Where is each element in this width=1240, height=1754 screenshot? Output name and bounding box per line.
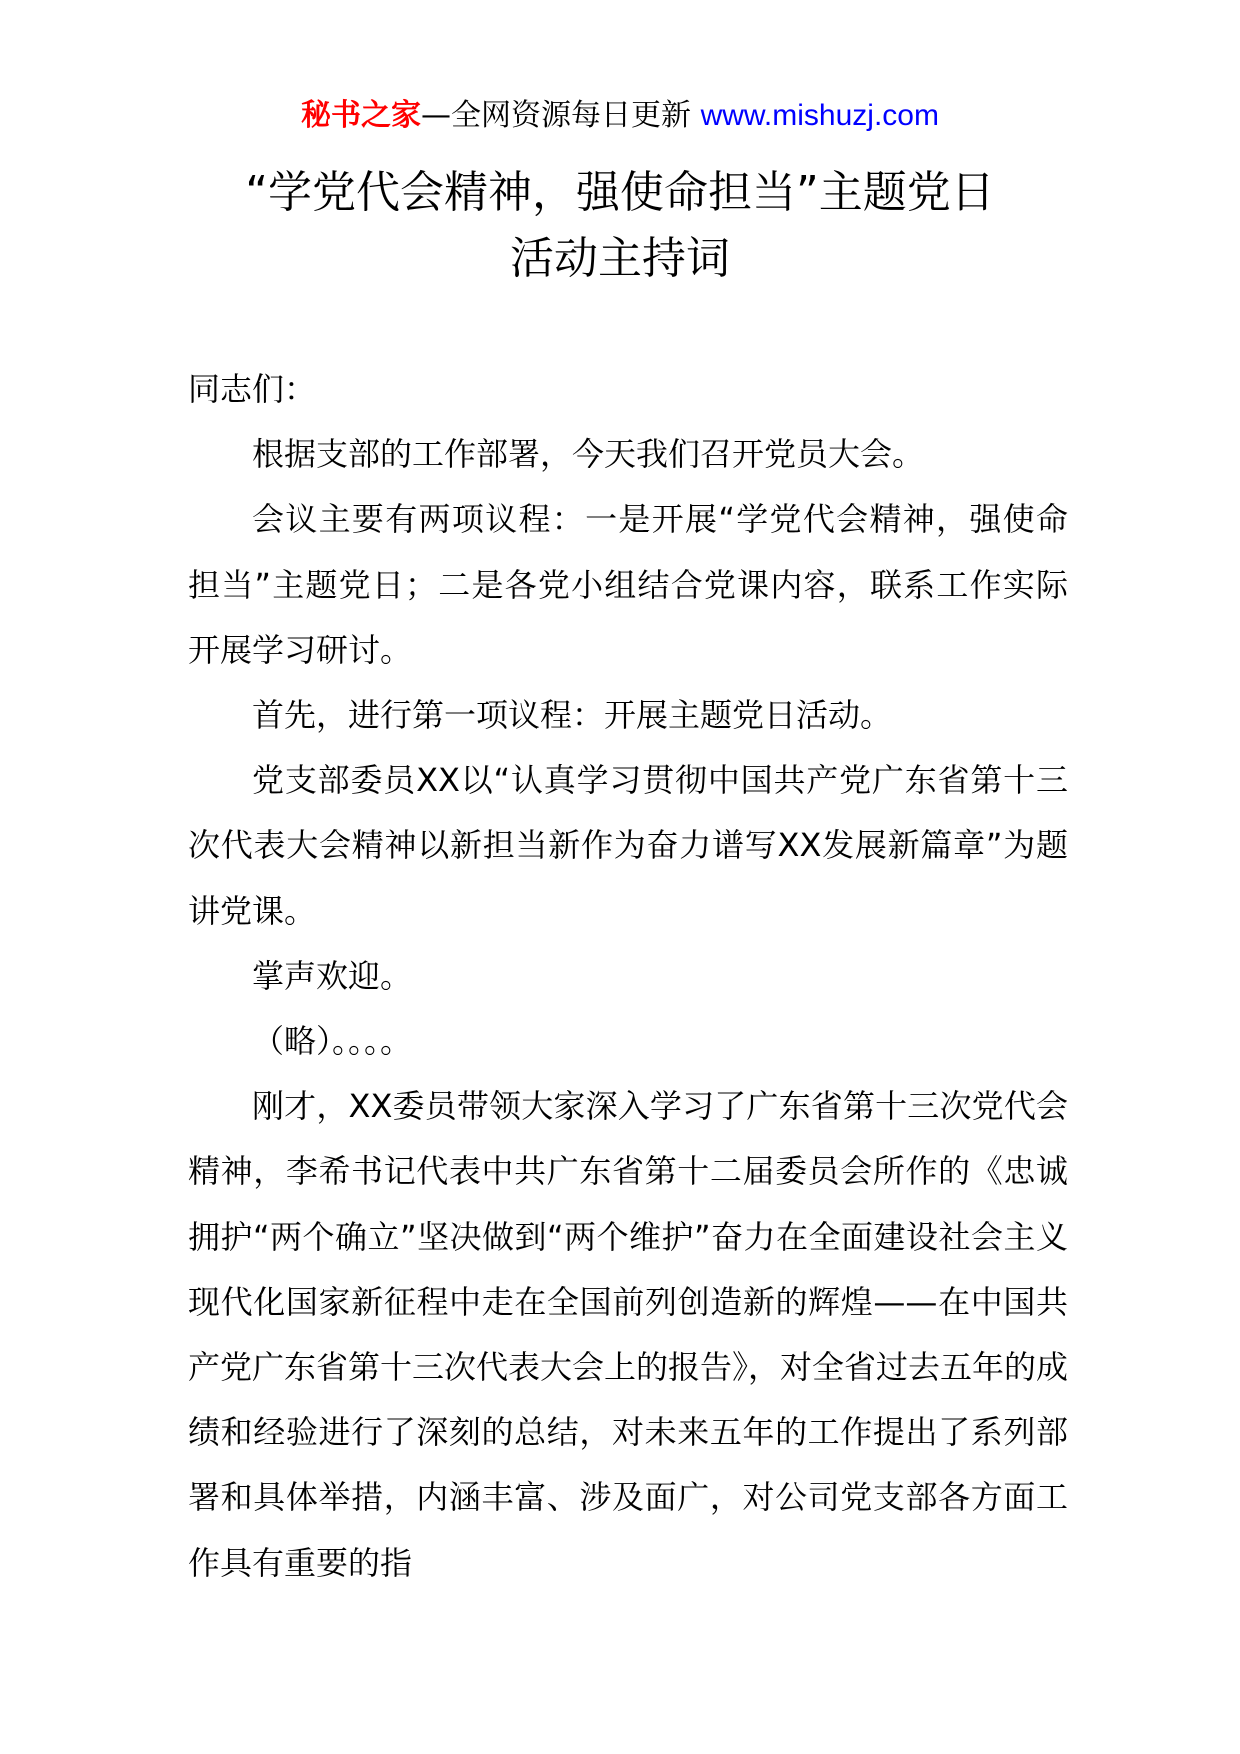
document-title (180, 160, 1060, 292)
paragraph-2: 会议主要有两项议程：一是开展“学党代会精神，强使命担当”主题党日；二是各党小组结合党课内容，联系工作实际开展学习研讨。 (188, 500, 1068, 669)
paragraph-5: 掌声欢迎。 (252, 956, 413, 995)
paragraph-6: （略）。。。。 (252, 1022, 413, 1061)
site-url-link[interactable]: www.mishuzj.com (700, 99, 939, 132)
title-line-1: “学党代会精神，强使命担当”主题党日 (245, 167, 995, 218)
salutation: 同志们： (188, 370, 317, 408)
title-line-2: 活动主持词 (510, 233, 730, 284)
paragraph-4: 党支部委员XX以“认真学习贯彻中国共产党广东省第十三次代表大会精神以新担当新作为奋力谱写XX发展新篇章”为题讲党课。 (188, 761, 1068, 930)
document-body (188, 357, 1068, 1596)
brand-name: 秘书之家 (301, 98, 422, 133)
paragraph-1: 根据支部的工作部署，今天我们召开党员大会。 (252, 435, 925, 474)
paragraph-3: 首先，进行第一项议程：开展主题党日活动。 (252, 696, 893, 735)
paragraph-7: 刚才，XX委员带领大家深入学习了广东省第十三次党代会精神，李希书记代表中共广东省第十二届委员会所作的《忠诚拥护“两个确立”坚决做到“两个维护”奋力在全面建设社会主义现代化国家新征程中走在全国前列创造新的辉煌——在中国共产党广东省第十三次代表大会上的报告》，对全省过去五年的成绩和经验进行了深刻的总结，对未来五年的工作提出了系列部署和具体举措，内涵丰富、涉及面广，对公司党支部各方面工作具有重要的指 (188, 1087, 1069, 1582)
site-header (0, 96, 1240, 136)
header-tagline: —全网资源每日更新 (421, 98, 701, 133)
